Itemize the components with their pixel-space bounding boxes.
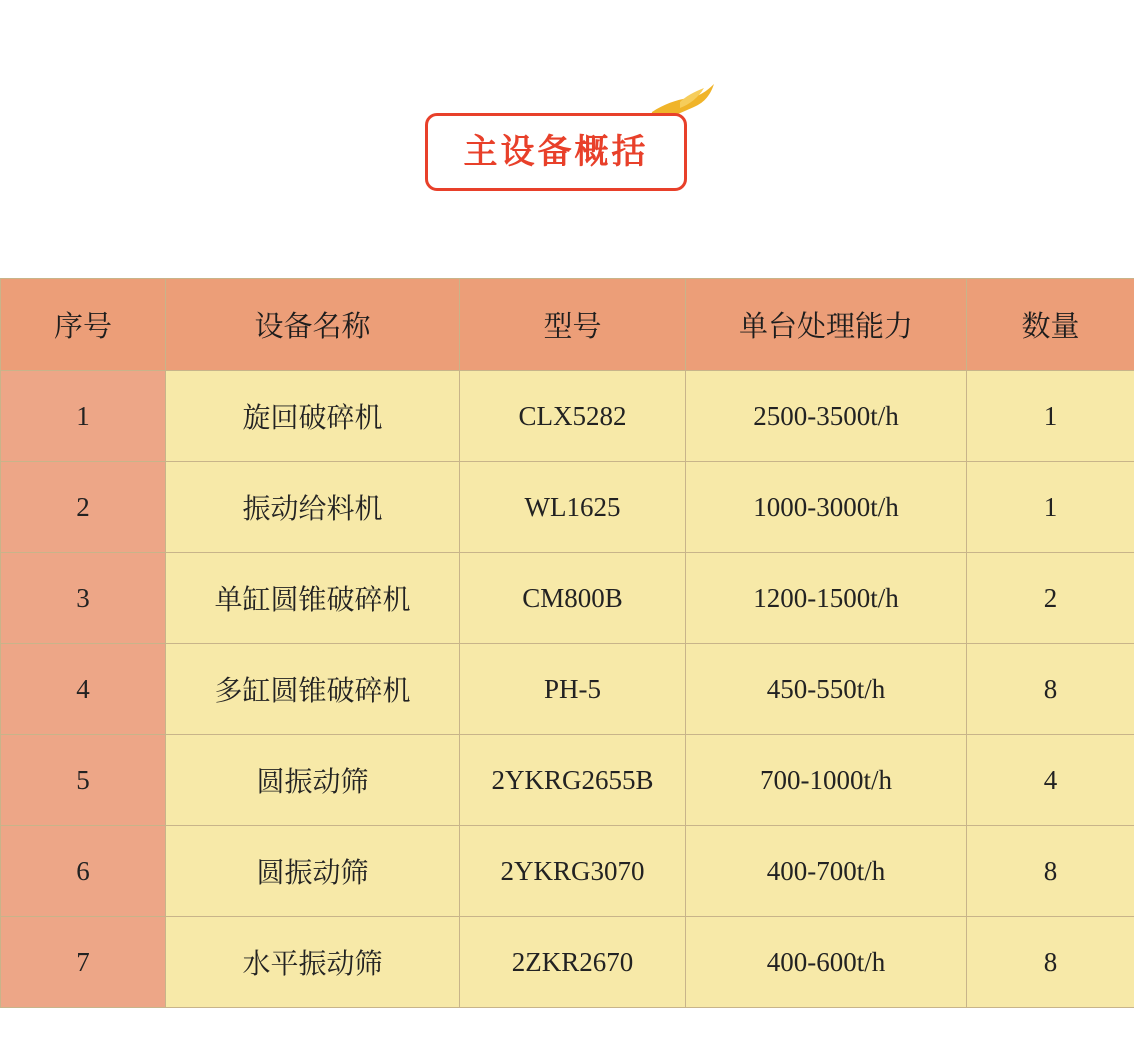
cell-quantity: 8 — [967, 917, 1134, 1008]
cell-quantity: 8 — [967, 826, 1134, 917]
cell-index: 2 — [1, 462, 166, 553]
cell-name: 圆振动筛 — [166, 826, 460, 917]
table-row — [1, 826, 1134, 917]
title-banner — [0, 0, 1134, 270]
cell-capacity: 400-700t/h — [686, 826, 967, 917]
cell-model: CM800B — [460, 553, 686, 644]
cell-capacity: 700-1000t/h — [686, 735, 967, 826]
table-row — [1, 735, 1134, 826]
column-header-quantity: 数量 — [967, 279, 1134, 371]
cell-capacity: 1200-1500t/h — [686, 553, 967, 644]
cell-index: 3 — [1, 553, 166, 644]
cell-index: 4 — [1, 644, 166, 735]
cell-name: 单缸圆锥破碎机 — [166, 553, 460, 644]
cell-index: 1 — [1, 371, 166, 462]
table-row — [1, 371, 1134, 462]
equipment-table-container — [0, 278, 1134, 1008]
column-header-capacity: 单台处理能力 — [686, 279, 967, 371]
column-header-model: 型号 — [460, 279, 686, 371]
cell-name: 振动给料机 — [166, 462, 460, 553]
cell-capacity: 400-600t/h — [686, 917, 967, 1008]
cell-quantity: 2 — [967, 553, 1134, 644]
title-box — [425, 113, 687, 191]
table-row — [1, 553, 1134, 644]
column-header-index: 序号 — [1, 279, 166, 371]
cell-capacity: 2500-3500t/h — [686, 371, 967, 462]
cell-model: PH-5 — [460, 644, 686, 735]
cell-model: CLX5282 — [460, 371, 686, 462]
table-row — [1, 462, 1134, 553]
cell-model: 2ZKR2670 — [460, 917, 686, 1008]
cell-name: 旋回破碎机 — [166, 371, 460, 462]
equipment-table — [0, 278, 1134, 1008]
cell-index: 7 — [1, 917, 166, 1008]
page-title: 主设备概括 — [463, 133, 649, 171]
cell-name: 多缸圆锥破碎机 — [166, 644, 460, 735]
column-header-name: 设备名称 — [166, 279, 460, 371]
cell-capacity: 450-550t/h — [686, 644, 967, 735]
cell-name: 圆振动筛 — [166, 735, 460, 826]
cell-name: 水平振动筛 — [166, 917, 460, 1008]
cell-index: 5 — [1, 735, 166, 826]
cell-index: 6 — [1, 826, 166, 917]
table-header-row — [1, 279, 1134, 371]
cell-model: 2YKRG2655B — [460, 735, 686, 826]
cell-quantity: 4 — [967, 735, 1134, 826]
cell-capacity: 1000-3000t/h — [686, 462, 967, 553]
cell-model: 2YKRG3070 — [460, 826, 686, 917]
table-row — [1, 917, 1134, 1008]
cell-quantity: 1 — [967, 371, 1134, 462]
cell-quantity: 1 — [967, 462, 1134, 553]
cell-quantity: 8 — [967, 644, 1134, 735]
table-row — [1, 644, 1134, 735]
cell-model: WL1625 — [460, 462, 686, 553]
